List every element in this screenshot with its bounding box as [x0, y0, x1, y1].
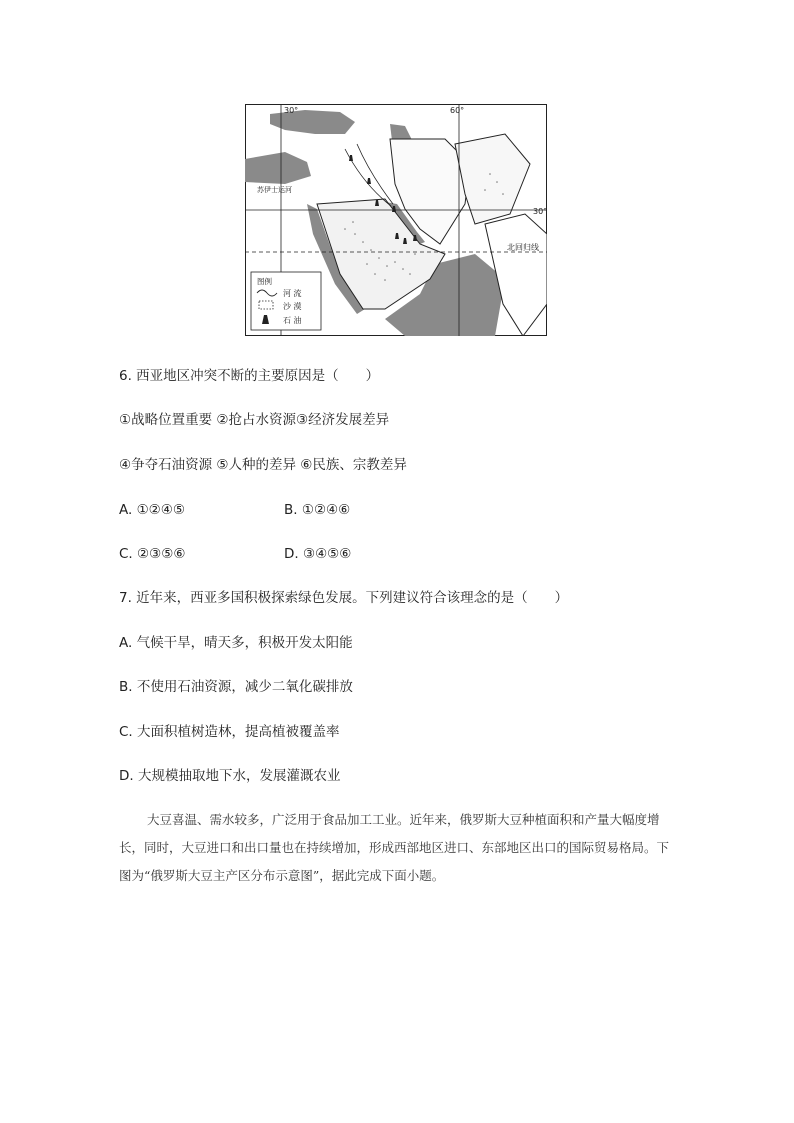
lat-label-30: 30° — [533, 207, 547, 216]
q7-option-b: B. 不使用石油资源，减少二氧化碳排放 — [119, 679, 353, 695]
desert-icon — [259, 301, 273, 309]
legend-title: 图例 — [257, 277, 272, 286]
q7-stem: 7. 近年来，西亚多国积极探索绿色发展。下列建议符合该理念的是（ ） — [119, 590, 569, 606]
q7-option-a: A. 气候干旱，晴天多，积极开发太阳能 — [119, 635, 353, 651]
q7-option-d: D. 大规模抽取地下水，发展灌溉农业 — [119, 768, 341, 784]
legend-label-desert: 沙 漠 — [283, 302, 302, 311]
legend-label-oil: 石 油 — [283, 316, 302, 325]
lon-label-30: 30° — [284, 106, 299, 115]
tropic-label: 北回归线 — [507, 243, 539, 252]
suez-canal-label: 苏伊士运河 — [257, 186, 292, 194]
map-legend — [251, 272, 321, 330]
q7-option-c: C. 大面积植树造林，提高植被覆盖率 — [119, 724, 340, 740]
q6-option-a: A. ①②④⑤ — [119, 502, 185, 518]
passage-text: 大豆喜温、需水较多，广泛用于食品加工工业。近年来，俄罗斯大豆种植面积和产量大幅度增长，同时，大豆进口和出口量也在持续增加，形成西部地区进口、东部地区出口的国际贸易格局。下图为“俄罗斯大豆主产区分布示意图”，据此完成下面小题。 — [119, 812, 670, 883]
west-asia-map — [245, 104, 547, 336]
q6-stem: 6. 西亚地区冲突不断的主要原因是（ ） — [119, 368, 380, 384]
q6-reasons-line2: ④争夺石油资源 ⑤人种的差异 ⑥民族、宗教差异 — [119, 457, 407, 473]
lon-label-60: 60° — [450, 106, 465, 115]
q6-option-c: C. ②③⑤⑥ — [119, 546, 186, 562]
q6-option-d: D. ③④⑤⑥ — [284, 546, 352, 562]
q6-option-b: B. ①②④⑥ — [284, 502, 351, 518]
q6-reasons-line1: ①战略位置重要 ②抢占水资源③经济发展差异 — [119, 412, 390, 428]
legend-label-river: 河 流 — [283, 289, 302, 298]
